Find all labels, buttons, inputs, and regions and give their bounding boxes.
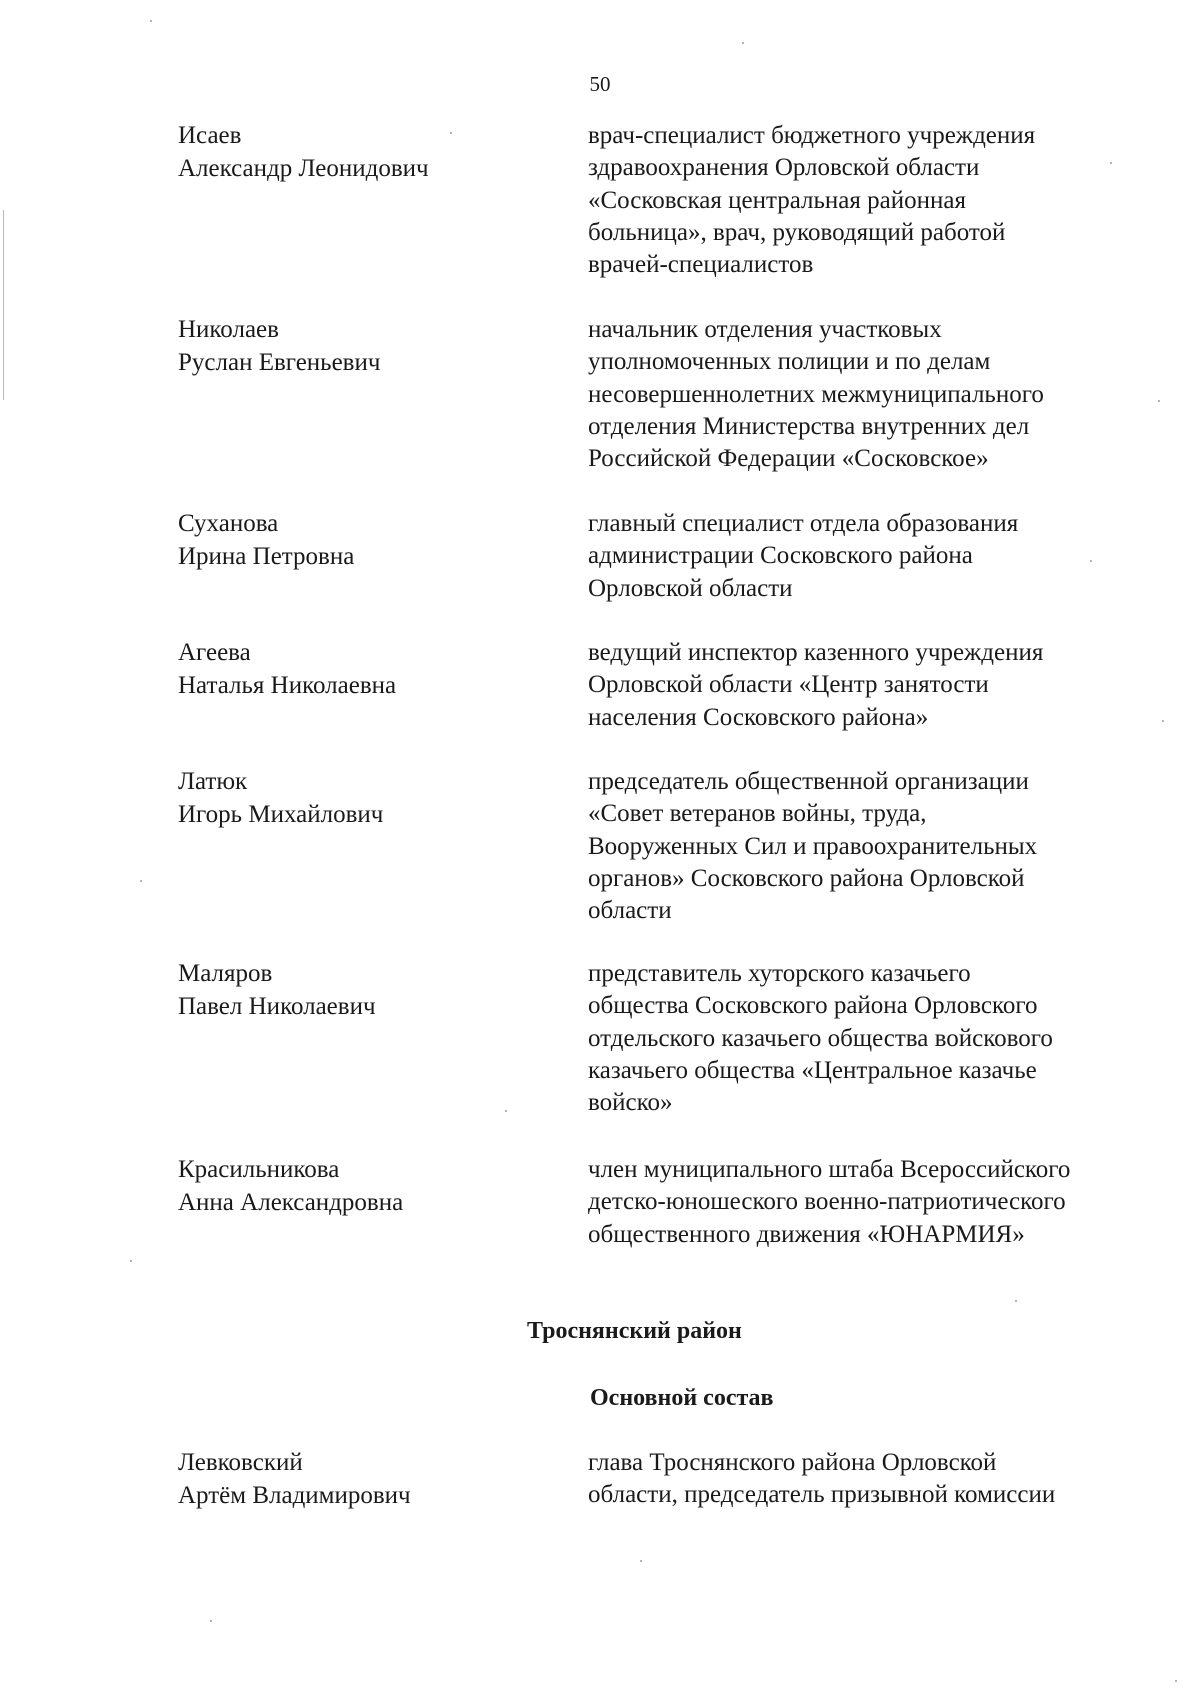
scan-speck xyxy=(505,1110,507,1112)
page-number: 50 xyxy=(589,72,611,96)
position-line: больница», врач, руководящий работой xyxy=(588,218,1006,246)
member-position xyxy=(588,120,1148,281)
position-line: администрации Сосковского района xyxy=(588,542,973,570)
position-line: Орловской области «Центр занятости xyxy=(588,671,989,699)
member-given-names: Павел Николаевич xyxy=(178,992,376,1020)
position-line: председатель общественной организации xyxy=(588,768,1029,795)
member-name xyxy=(178,1154,508,1219)
position-line: войско» xyxy=(588,1089,673,1117)
member-name xyxy=(178,637,508,702)
member-surname: Левковский xyxy=(178,1449,303,1476)
position-line: Российской Федерации «Сосковское» xyxy=(588,445,989,473)
position-line: член муниципального штаба Всероссийского xyxy=(588,1156,1071,1183)
position-line: врач-специалист бюджетного учреждения xyxy=(588,122,1036,149)
position-line: здравоохранения Орловской области xyxy=(588,154,980,182)
position-line: «Совет ветеранов войны, труда, xyxy=(588,800,927,828)
member-position xyxy=(588,1447,1148,1512)
position-line: врачей-специалистов xyxy=(588,251,814,279)
composition-heading: Основной состав xyxy=(590,1385,774,1411)
position-line: органов» Сосковского района Орловской xyxy=(588,864,1025,892)
district-heading: Троснянский район xyxy=(527,1318,742,1344)
member-name xyxy=(178,120,508,185)
member-given-names: Руслан Евгеньевич xyxy=(178,348,381,376)
scan-speck xyxy=(1158,400,1160,402)
position-line: несовершеннолетних межмуниципального xyxy=(588,380,1044,408)
scan-speck xyxy=(130,1260,132,1262)
member-position xyxy=(588,1154,1148,1251)
member-surname: Суханова xyxy=(178,510,279,537)
member-position xyxy=(588,314,1148,475)
position-line: детско-юношеского военно-патриотического xyxy=(588,1188,1066,1216)
position-line: начальник отделения участковых xyxy=(588,316,942,343)
position-line: ведущий инспектор казенного учреждения xyxy=(588,639,1044,666)
position-line: области xyxy=(588,897,672,925)
scan-margin-mark xyxy=(3,210,4,400)
member-position xyxy=(588,958,1148,1119)
member-name xyxy=(178,958,508,1023)
member-name xyxy=(178,314,508,379)
scan-speck xyxy=(1015,1300,1017,1302)
member-given-names: Наталья Николаевна xyxy=(178,671,397,699)
member-given-names: Александр Леонидович xyxy=(178,154,429,182)
position-line: области, председатель призывной комиссии xyxy=(588,1481,1056,1509)
member-given-names: Ирина Петровна xyxy=(178,542,355,570)
scan-speck xyxy=(1175,1680,1177,1682)
position-line: общественного движения «ЮНАРМИЯ» xyxy=(588,1220,1025,1248)
member-surname: Латюк xyxy=(178,768,248,795)
position-line: представитель хуторского казачьего xyxy=(588,960,971,987)
member-given-names: Артём Владимирович xyxy=(178,1481,411,1509)
position-line: уполномоченных полиции и по делам xyxy=(588,348,991,376)
member-surname: Николаев xyxy=(178,316,279,343)
scan-speck xyxy=(640,1560,642,1562)
member-position xyxy=(588,637,1148,734)
position-line: «Сосковская центральная районная xyxy=(588,186,966,214)
scan-speck xyxy=(1090,560,1092,562)
member-name xyxy=(178,1447,508,1512)
position-line: казачьего общества «Центральное казачье xyxy=(588,1056,1037,1084)
scan-speck xyxy=(150,20,152,22)
member-given-names: Анна Александровна xyxy=(178,1188,404,1216)
member-given-names: Игорь Михайлович xyxy=(178,800,384,828)
position-line: глава Троснянского района Орловской xyxy=(588,1449,997,1476)
member-name xyxy=(178,766,508,831)
scan-speck xyxy=(210,1620,212,1622)
position-line: отдельского казачьего общества войскового xyxy=(588,1024,1053,1052)
member-surname: Красильникова xyxy=(178,1156,340,1183)
member-name xyxy=(178,508,508,573)
member-surname: Маляров xyxy=(178,960,273,987)
scan-speck xyxy=(450,132,452,134)
position-line: Вооруженных Сил и правоохранительных xyxy=(588,832,1038,860)
scan-speck xyxy=(742,42,744,44)
member-position xyxy=(588,508,1148,605)
scan-speck xyxy=(1110,162,1112,164)
position-line: Орловской области xyxy=(588,574,793,602)
scan-speck xyxy=(140,880,142,882)
position-line: населения Сосковского района» xyxy=(588,703,929,731)
member-surname: Исаев xyxy=(178,122,242,149)
member-position xyxy=(588,766,1148,927)
position-line: общества Сосковского района Орловского xyxy=(588,992,1038,1020)
member-surname: Агеева xyxy=(178,639,251,666)
scan-speck xyxy=(1162,720,1164,722)
position-line: главный специалист отдела образования xyxy=(588,510,1019,537)
position-line: отделения Министерства внутренних дел xyxy=(588,412,1030,440)
